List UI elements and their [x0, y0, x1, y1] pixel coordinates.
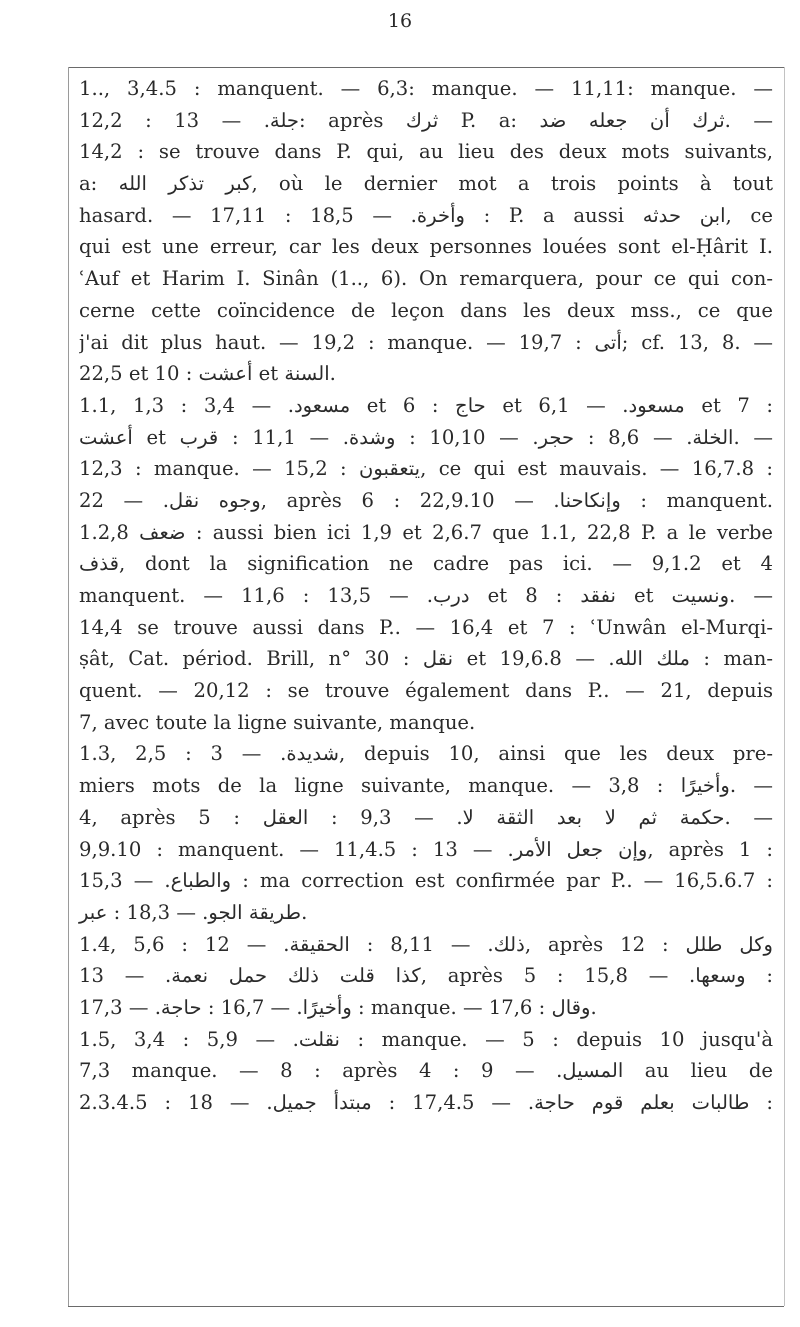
- text-line: 1.2,8 ضعف : aussi bien ici 1,9 et 2,6.7 que 1.1, 22,8 P. a le verbe: [79, 520, 773, 544]
- text-line: manquent. — 11,6 : درب. — 13,5 et 8 : نفقد et ونسيت. —: [79, 584, 773, 607]
- text-line: 1.5, 3,4 : نقلت. — 5,9 : manque. — 5 : depuis 10 jusqu'à: [79, 1027, 773, 1051]
- notes-text-block: [79, 73, 773, 1119]
- text-line: 1.4, 5,6 : ذلك. — 8,11 : الحقيقة. — 12, après 12 : وكل طلل: [79, 932, 773, 956]
- page-number: 16: [387, 10, 413, 32]
- text-line: كذا قلت ذلك حمل نعمة. — 13, après 5 : وسعها. — 15,8 :: [79, 964, 773, 988]
- text-line: quent. — 20,12 : se trouve également dans P.. — 21, depuis: [79, 679, 773, 703]
- text-line: طريقة الجو. — 18,3 : عبر.: [79, 900, 308, 924]
- text-line: a: كبر تذكر الله, où le dernier mot a trois points à tout: [79, 172, 773, 196]
- text-line: 12,2 : جلة. — 13: après ثرك P. a: ثرك أن جعله ضد. —: [79, 108, 773, 132]
- text-line: 12,3 : manque. — 15,2 : يتعقبون, ce qui est mauvais. — 16,7.8 :: [79, 457, 773, 481]
- notes-paragraph: [79, 738, 773, 928]
- text-line: 7,3 manque. — 8 : après 4 : المسيل. — 9 au lieu de: [79, 1059, 773, 1083]
- text-line: 2.3.4.5 : طالبات بعلم قوم حاجة. — 17,4.5 : مبتدأ جميل. — 18 :: [79, 1091, 773, 1114]
- text-line: 1.1, 1,3 : مسعود. — 3,4 et 6 : حاج et مسعود. — 6,1 et 7 :: [79, 393, 773, 417]
- notes-paragraph: [79, 1024, 773, 1119]
- frame-right-rule: [784, 67, 785, 1306]
- text-line: أعشت et الخلة. — 8,6 : حجر. — 10,10 : وشدة. — 11,1 : قرب. —: [79, 425, 773, 449]
- text-line: 7, avec toute la ligne suivante, manque.: [79, 710, 476, 734]
- text-line: 22,5 et 10 : أعشت et السنة.: [79, 362, 336, 386]
- notes-paragraph: [79, 929, 773, 1024]
- frame-left-rule: [68, 67, 69, 1306]
- text-line: qui est une erreur, car les deux personnes louées sont el-Ḥârit I.: [79, 235, 773, 259]
- text-line: قذف, dont la signification ne cadre pas ici. — 9,1.2 et 4: [79, 552, 773, 576]
- text-line: وأخيرًا. — 16,7 : حاجة. — 17,3 : manque. — 17,6 : وقال.: [79, 995, 597, 1019]
- text-line: ʿAuf et Harim I. Sinân (1.., 6). On remarquera, pour ce qui con-: [79, 267, 773, 291]
- text-line: 14,4 se trouve aussi dans P.. — 16,4 et 7 : ʿUnwân el-Murqi-: [79, 615, 773, 639]
- text-line: 4, après 5 : حكمة ثم لا بعد الثقة لا. — 9,3 : العقل. —: [79, 805, 773, 829]
- text-line: والطباع. — 15,3 : ma correction est confirmée par P.. — 16,5.6.7 :: [79, 869, 773, 893]
- text-line: miers mots de la ligne suivante, manque. — 3,8 : وأخيرًا. —: [79, 774, 773, 798]
- text-line: وجوه نقل. — 22, après 6 : وإنكاحنا. — 22,9.10 : manquent.: [79, 488, 773, 512]
- text-line: hasard. — 17,11 : وأخرة. — 18,5 : P. a aussi ابن حدثه, ce: [79, 203, 773, 227]
- frame-bottom-rule: [68, 1306, 784, 1307]
- text-line: 1.3, 2,5 : شديدة. — 3, depuis 10, ainsi que les deux pre-: [79, 742, 773, 766]
- text-line: cerne cette coïncidence de leçon dans les deux mss., ce que: [79, 298, 773, 322]
- notes-paragraph: [79, 73, 773, 390]
- notes-paragraph: [79, 390, 773, 739]
- text-line: 9,9.10 : manquent. — 11,4.5 : وإن جعل الأمر. — 13, après 1 :: [79, 837, 773, 861]
- text-line: ṣât, Cat. périod. Brill, n° 30 : نقل et ملك الله. — 19,6.8 : man-: [79, 647, 773, 671]
- text-line: 1.., 3,4.5 : manquent. — 6,3: manque. — 11,11: manque. —: [79, 77, 773, 100]
- frame-top-rule: [68, 67, 784, 68]
- text-line: j'ai dit plus haut. — 19,2 : manque. — 19,7 : أتى; cf. 13, 8. —: [79, 330, 773, 354]
- text-line: 14,2 : se trouve dans P. qui, au lieu des deux mots suivants,: [79, 140, 773, 164]
